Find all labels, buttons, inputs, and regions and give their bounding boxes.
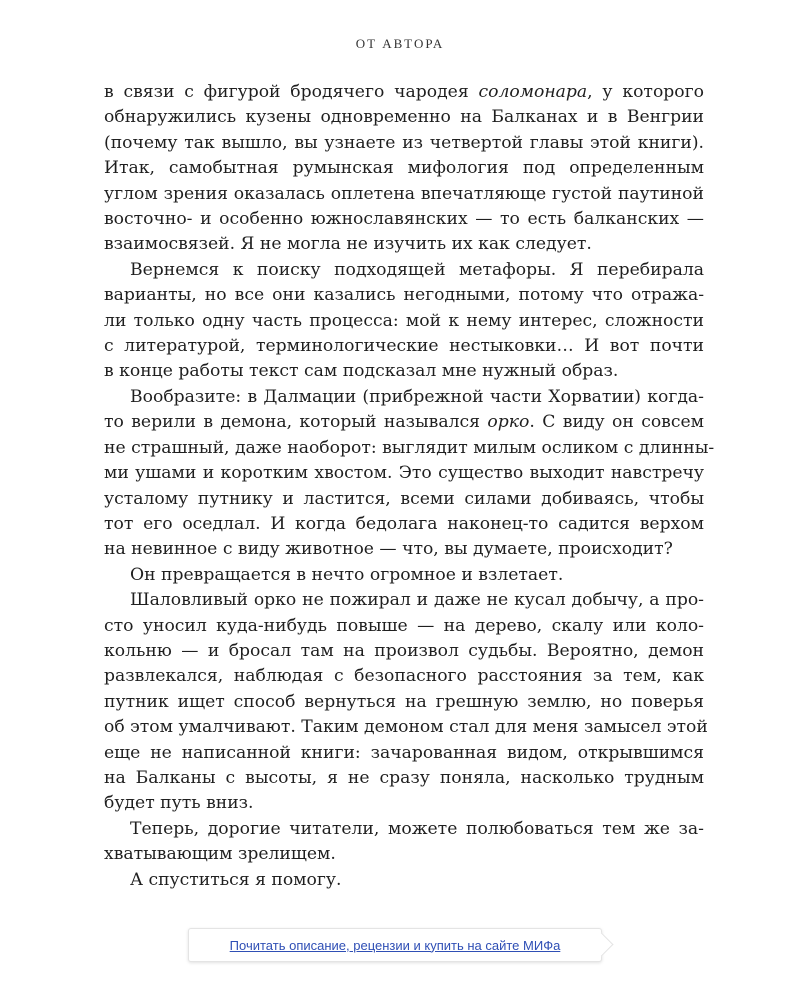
text-line — [104, 741, 704, 766]
text-segment: взаимосвязей. Я не могла не изучить их как следует. — [104, 234, 592, 255]
text-line — [104, 309, 704, 334]
text-segment: ми ушами и коротким хвостом. Это существо выходит навстречу — [104, 463, 704, 484]
text-segment: восточно- и особенно южнославянских — то есть балканских — — [104, 209, 704, 230]
text-segment: об этом умалчивают. Таким демоном стал для меня замысел этой — [104, 717, 708, 738]
text-line — [104, 563, 704, 588]
text-segment: тот его оседлал. И когда бедолага наконец-то садится верхом — [104, 513, 704, 534]
text-segment: Он превращается в нечто огромное и взлетает. — [130, 564, 564, 585]
text-line — [104, 537, 704, 562]
text-segment: кольню — и бросал там на произвол судьбы. Вероятно, демон — [104, 640, 704, 661]
text-line — [104, 512, 704, 537]
text-line — [104, 359, 704, 384]
text-line — [104, 410, 704, 435]
text-line — [104, 207, 704, 232]
text-line — [104, 487, 704, 512]
text-segment: обнаружились кузены одновременно на Балканах и в Венгрии — [104, 107, 704, 128]
text-segment: на Балканы с высоты, я не сразу поняла, насколько трудным — [104, 767, 704, 788]
text-line — [104, 639, 704, 664]
text-line — [104, 690, 704, 715]
text-segment: не страшный, даже наоборот: выглядит милым осликом с длинны- — [104, 437, 715, 458]
italic-term: соломонара — [478, 82, 588, 102]
text-line — [104, 614, 704, 639]
text-line — [104, 868, 704, 893]
running-head: ОТ АВТОРА — [355, 36, 445, 51]
text-segment: то верили в демона, который назывался — [104, 412, 488, 433]
buy-link[interactable]: Почитать описание, рецензии и купить на сайте МИФа — [229, 937, 561, 953]
text-line — [104, 436, 715, 461]
text-line — [104, 283, 704, 308]
text-line — [104, 334, 704, 359]
text-line — [104, 232, 704, 257]
text-segment: еще не написанной книги: зачарованная видом, открывшимся — [104, 742, 704, 763]
text-segment: варианты, но все они казались негодными, потому что отража- — [104, 285, 704, 306]
text-segment: путник ищет способ вернуться на грешную землю, но поверья — [104, 691, 704, 712]
text-line — [104, 156, 704, 181]
text-segment: будет путь вниз. — [104, 793, 254, 814]
text-line — [104, 817, 704, 842]
text-line — [104, 258, 704, 283]
text-line — [104, 385, 704, 410]
text-segment: А спуститься я помогу. — [130, 869, 342, 890]
text-line — [104, 791, 704, 816]
text-segment: (почему так вышло, вы узнаете из четвертой главы этой книги). — [104, 132, 704, 153]
text-line — [104, 461, 704, 486]
text-segment: хватывающим зрелищем. — [104, 844, 336, 865]
text-segment: Итак, самобытная румынская мифология под определенным — [104, 158, 704, 179]
text-line — [104, 842, 704, 867]
text-line — [104, 715, 708, 740]
text-segment: усталому путнику и ластится, всеми силами добиваясь, чтобы — [104, 488, 704, 509]
text-line — [104, 588, 704, 613]
text-segment: . С виду он совсем — [529, 412, 705, 433]
text-segment: , у которого — [587, 82, 704, 102]
text-line — [104, 131, 704, 156]
text-line — [104, 766, 704, 791]
text-segment: Шаловливый орко не пожирал и даже не кусал добычу, а про- — [130, 590, 704, 611]
text-line — [104, 182, 704, 207]
text-segment: сто уносил куда-нибудь повыше — на дерево, скалу или коло- — [104, 615, 704, 636]
text-segment: Вообразите: в Далмации (прибрежной части Хорватии) когда- — [130, 386, 704, 407]
body-text — [104, 80, 715, 893]
text-segment: углом зрения оказалась оплетена впечатляюще густой паутиной — [104, 183, 704, 204]
text-segment: в конце работы текст сам подсказал мне нужный образ. — [104, 361, 619, 382]
text-line — [104, 80, 704, 105]
text-segment: на невинное с виду животное — что, вы думаете, происходит? — [104, 539, 673, 560]
text-segment: развлекался, наблюдая с безопасного расстояния за тем, как — [104, 666, 704, 687]
text-segment: с литературой, терминологические нестыковки… И вот почти — [104, 336, 704, 357]
text-segment: ли только одну часть процесса: мой к нему интерес, сложности — [104, 310, 704, 331]
text-segment: Теперь, дорогие читатели, можете полюбоваться тем же за- — [130, 818, 704, 839]
text-line — [104, 664, 704, 689]
italic-term: орко — [487, 412, 530, 433]
text-segment: в связи с фигурой бродячего чародея — [104, 82, 479, 102]
text-line — [104, 105, 704, 130]
text-segment: Вернемся к поиску подходящей метафоры. Я перебирала — [130, 259, 704, 280]
buy-link-box[interactable] — [188, 928, 602, 962]
